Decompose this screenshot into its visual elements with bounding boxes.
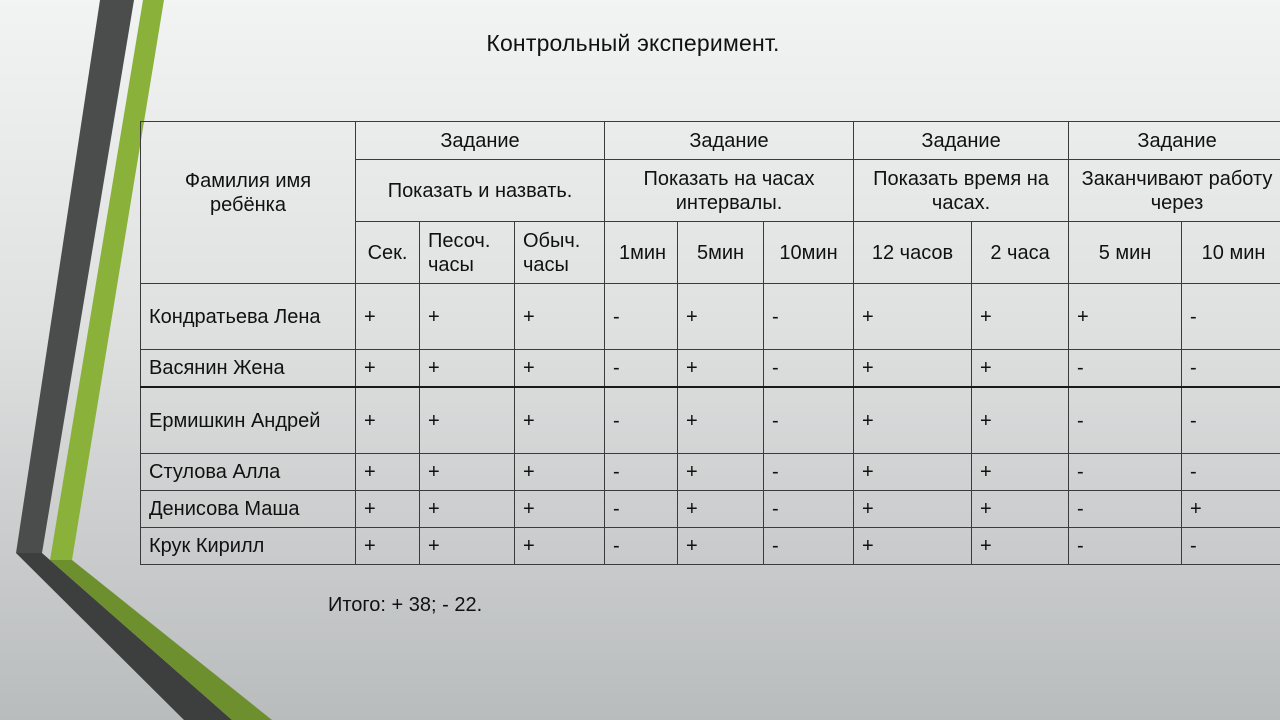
subheader-cell: Сек. <box>356 222 420 284</box>
result-mark-cell: + <box>420 454 515 491</box>
result-mark-cell: - <box>605 284 678 350</box>
result-mark-cell: - <box>1069 387 1182 454</box>
result-mark-cell: + <box>515 387 605 454</box>
result-mark-cell: - <box>605 350 678 388</box>
result-mark-cell: + <box>356 528 420 565</box>
result-mark-cell: - <box>1182 284 1280 350</box>
result-mark-cell: - <box>605 454 678 491</box>
result-mark-cell: - <box>605 387 678 454</box>
result-mark-cell: + <box>972 491 1069 528</box>
result-mark-cell: + <box>356 454 420 491</box>
subheader-cell: 10 мин <box>1182 222 1280 284</box>
result-mark-cell: + <box>420 387 515 454</box>
result-mark-cell: - <box>764 284 854 350</box>
result-mark-cell: - <box>1182 350 1280 388</box>
result-mark-cell: + <box>515 491 605 528</box>
result-mark-cell: - <box>1069 454 1182 491</box>
result-mark-cell: - <box>764 528 854 565</box>
table-row <box>141 491 1280 528</box>
child-name-cell: Васянин Жена <box>141 350 356 388</box>
result-mark-cell: - <box>1069 528 1182 565</box>
subheader-cell: 5мин <box>678 222 764 284</box>
table-row <box>141 387 1280 454</box>
result-mark-cell: + <box>678 350 764 388</box>
experiment-table <box>140 121 1280 565</box>
result-mark-cell: + <box>420 528 515 565</box>
child-name-cell: Крук Кирилл <box>141 528 356 565</box>
child-name-cell: Ермишкин Андрей <box>141 387 356 454</box>
subheader-cell: 2 часа <box>972 222 1069 284</box>
result-mark-cell: + <box>515 454 605 491</box>
result-mark-cell: + <box>854 350 972 388</box>
result-mark-cell: - <box>764 454 854 491</box>
name-column-header: Фамилия имя ребёнка <box>141 122 356 284</box>
result-mark-cell: + <box>420 491 515 528</box>
result-mark-cell: - <box>1182 387 1280 454</box>
result-mark-cell: + <box>356 387 420 454</box>
result-mark-cell: + <box>678 284 764 350</box>
result-mark-cell: + <box>678 491 764 528</box>
task-header-1: Задание <box>356 122 605 160</box>
result-mark-cell: - <box>605 528 678 565</box>
result-mark-cell: + <box>854 284 972 350</box>
result-mark-cell: - <box>1182 454 1280 491</box>
task-header-3: Задание <box>854 122 1069 160</box>
subheader-cell: 1мин <box>605 222 678 284</box>
result-mark-cell: + <box>515 528 605 565</box>
child-name-cell: Стулова Алла <box>141 454 356 491</box>
child-name-cell: Денисова Маша <box>141 491 356 528</box>
result-mark-cell: + <box>854 454 972 491</box>
result-mark-cell: + <box>515 350 605 388</box>
total-summary: Итого: + 38; - 22. <box>328 594 483 616</box>
result-mark-cell: - <box>1182 528 1280 565</box>
result-mark-cell: - <box>764 491 854 528</box>
result-mark-cell: + <box>972 350 1069 388</box>
result-mark-cell: + <box>356 350 420 388</box>
result-mark-cell: + <box>854 491 972 528</box>
group-header-4: Заканчивают работу через <box>1069 160 1280 222</box>
result-mark-cell: + <box>854 387 972 454</box>
group-header-3: Показать время на часах. <box>854 160 1069 222</box>
subheader-cell: 12 часов <box>854 222 972 284</box>
slide-title: Контрольный эксперимент. <box>486 30 780 56</box>
child-name-cell: Кондратьева Лена <box>141 284 356 350</box>
result-mark-cell: - <box>1069 491 1182 528</box>
result-mark-cell: - <box>605 491 678 528</box>
result-mark-cell: + <box>356 284 420 350</box>
subheader-cell: Песоч. часы <box>420 222 515 284</box>
result-mark-cell: + <box>356 491 420 528</box>
result-mark-cell: + <box>420 350 515 388</box>
result-mark-cell: + <box>678 387 764 454</box>
group-header-2: Показать на часах интервалы. <box>605 160 854 222</box>
table-row <box>141 528 1280 565</box>
result-mark-cell: + <box>420 284 515 350</box>
result-mark-cell: + <box>972 387 1069 454</box>
table-row <box>141 454 1280 491</box>
result-mark-cell: + <box>1182 491 1280 528</box>
task-header-4: Задание <box>1069 122 1280 160</box>
result-mark-cell: - <box>1069 350 1182 388</box>
table-row <box>141 284 1280 350</box>
result-mark-cell: - <box>764 350 854 388</box>
result-mark-cell: + <box>515 284 605 350</box>
result-mark-cell: + <box>972 528 1069 565</box>
dark-stripe-lower <box>16 553 232 720</box>
group-header-1: Показать и назвать. <box>356 160 605 222</box>
result-mark-cell: - <box>764 387 854 454</box>
result-mark-cell: + <box>854 528 972 565</box>
subheader-cell: 5 мин <box>1069 222 1182 284</box>
subheader-cell: Обыч. часы <box>515 222 605 284</box>
result-mark-cell: + <box>972 454 1069 491</box>
result-mark-cell: + <box>678 528 764 565</box>
result-mark-cell: + <box>1069 284 1182 350</box>
table-row <box>141 350 1280 388</box>
subheader-cell: 10мин <box>764 222 854 284</box>
result-mark-cell: + <box>972 284 1069 350</box>
task-header-2: Задание <box>605 122 854 160</box>
result-mark-cell: + <box>678 454 764 491</box>
